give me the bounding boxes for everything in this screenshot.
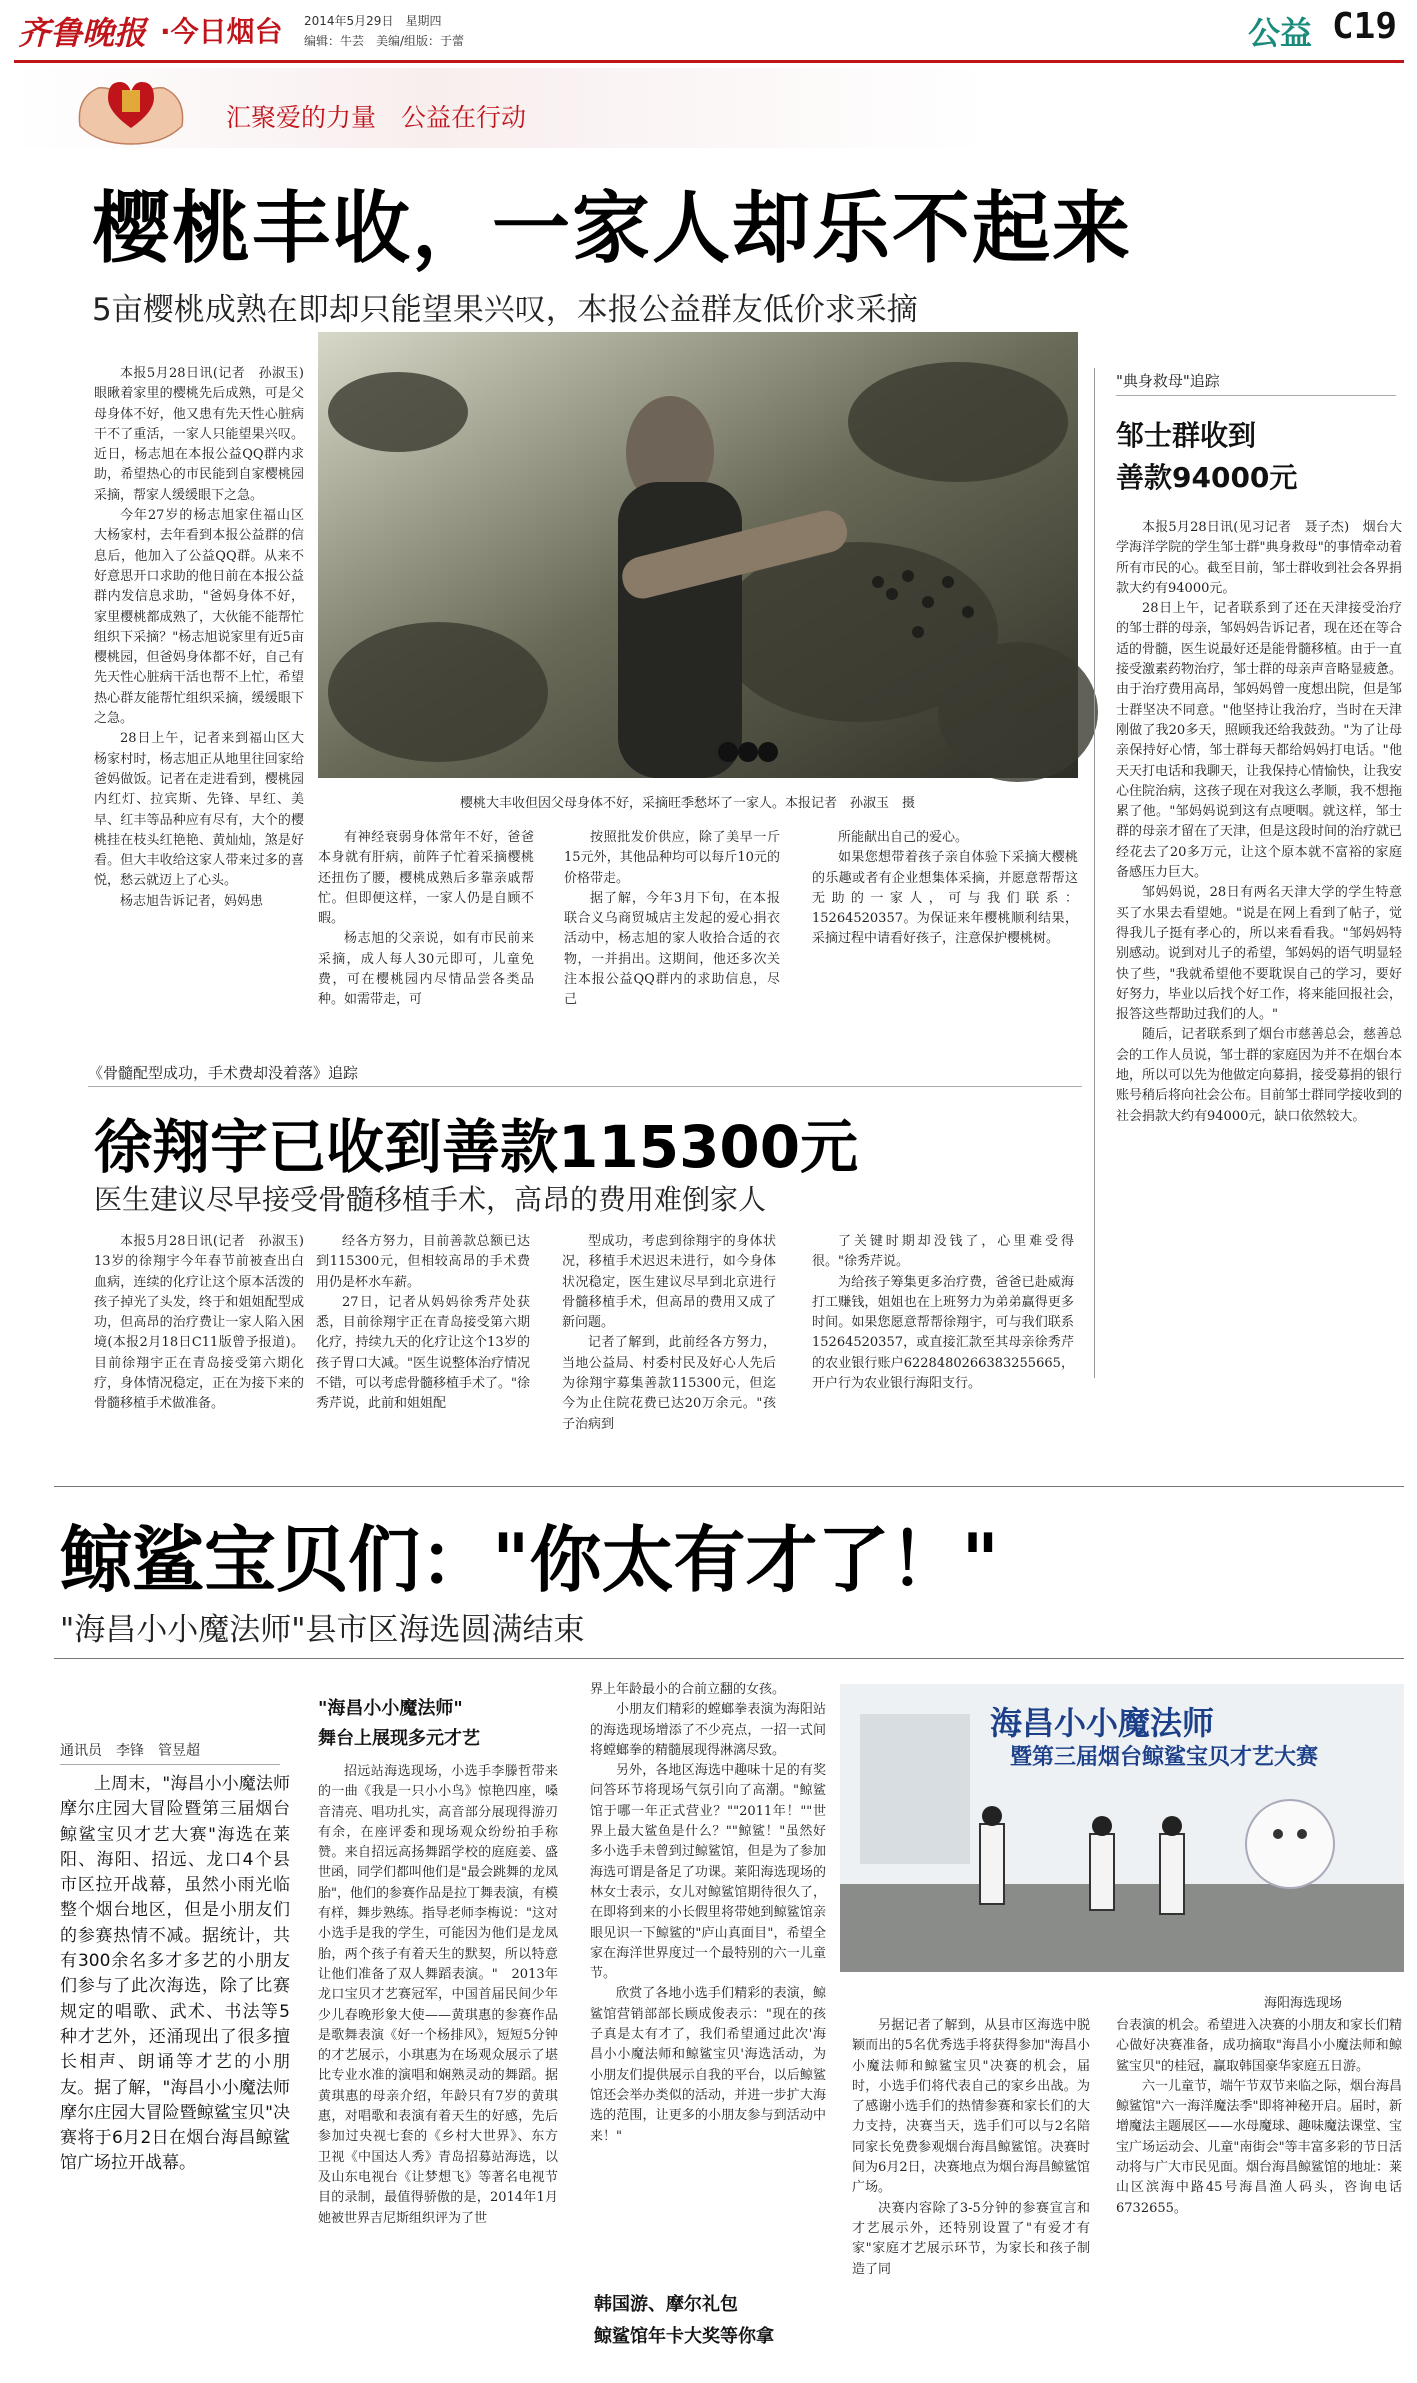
photo-banner-subtext: 暨第三届烟台鲸鲨宝贝才艺大赛: [1010, 1745, 1319, 1770]
story2-kicker: 《骨髓配型成功，手术费却没着落》追踪: [88, 1062, 1082, 1087]
story1-col2-para: 杨志旭的父亲说，如有市民前来采摘，成人每人30元即可，儿童免费，可在樱桃园内尽情品尝各类品种。如需带走，可: [318, 931, 534, 1008]
story2-subhead: 医生建议尽早接受骨髓移植手术，高昂的费用难倒家人: [94, 1183, 767, 1216]
column-name: 公益: [1248, 14, 1313, 52]
story1-headline: 樱桃丰收，一家人却乐不起来: [92, 184, 1133, 274]
story1-col1-para: 28日上午，记者来到福山区大杨家村时，杨志旭正从地里往回家给爸妈做饭。记者在走进看到，樱桃园内红灯、拉宾斯、先锋、早红、美早、红丰等品种应有尽有，大个的樱桃挂在枝头红艳艳、黄灿灿，煞是好看。但大丰收给这家人带来过多的喜悦，愁云就迈上了心头。: [94, 731, 304, 889]
story3-column-3: [852, 2016, 1090, 2360]
photo-banner-text: 海昌小小魔法师: [990, 1704, 1215, 1742]
story1-col1-para: 本报5月28日讯(记者 孙淑玉) 眼瞅着家里的樱桃先后成熟，可是父母身体不好，他又患有先天性心脏病干不了重活，一家人只能望果兴叹。近日，杨志旭在本报公益QQ群内求助，希望热心的市民能到自家樱桃园采摘，帮家人缓缓眼下之急。: [94, 366, 318, 503]
story2-col3-para: 型成功，考虑到徐翔宇的身体状况，移植手术迟迟未进行，如今身体状况稳定，医生建议尽早到北京进行骨髓移植手术，但高昂的费用又成了新问题。: [562, 1234, 776, 1331]
masthead-section-name: ·今日烟台: [160, 15, 283, 48]
cherry-orchard-photo: [318, 332, 1078, 778]
story2-column-4: [812, 1232, 1074, 1478]
masthead-logo: 齐鲁晚报: [18, 14, 147, 52]
story3-column-2: [590, 1680, 826, 2272]
story3-column-4: [1116, 2016, 1402, 2360]
story1-col3-para: 按照批发价供应，除了美早一斤15元外，其他品种均可以每斤10元的价格带走。: [564, 830, 780, 886]
story1-col3-para: 据了解，今年3月下旬，在本报联合义乌商贸城店主发起的爱心捐衣活动中，杨志旭的家人收拾合适的衣物，一并捐出。这期间，他还多次关注本报公益QQ群内的求助信息，尽己: [564, 890, 780, 1008]
sidebar-para: 28日上午，记者联系到了还在天津接受治疗的邹士群的母亲，邹妈妈告诉记者，现在还在等合适的骨髓，医生说最好还是能骨髓移植。由于一直接受激素药物治疗，邹士群的母亲声音略显疲惫。由于治疗费用高昂，邹妈妈曾一度想出院，但是邹士群坚决不同意。"他坚持让我治疗，当时在天津刚做了我20多天，照顾我还给我鼓劲。"为了让母亲保持好心情，邹士群每天都给妈妈打电话。"他天天打电话和我聊天，让我保持心情愉快，让我安心住院治病，这孩子现在对我这么孝顺，我不想拖累了他。"邹妈妈说到这有点哽咽。就这样，邹士群的母亲才留在了天津，但是这段时间的治疗就已经花去了20多万元，让这个原本就不富裕的家庭备感压力巨大。: [1116, 601, 1403, 881]
story1-photo-caption: 樱桃大丰收但因父母身体不好，采摘旺季愁坏了一家人。本报记者 孙淑玉 摄: [460, 796, 916, 811]
story1-col1-para: 今年27岁的杨志旭家住福山区大杨家村，去年看到本报公益群的信息后，他加入了公益QQ群。从来不好意思开口求助的他日前在本报公益群内发信息求助，"爸妈身体不好，家里樱桃都成熟了，大伙能不能帮忙组织下采摘？"杨志旭说家里有近5亩樱桃园，但爸妈身体都不好，自己有先天性心脏病干活也帮不上忙，希望热心群友能帮忙组织采摘，缓缓眼下之急。: [94, 508, 304, 727]
story2-col1-para: 本报5月28日讯(记者 孙淑玉) 13岁的徐翔宇今年春节前被查出白血病，连续的化疗让这个原本活泼的孩子掉光了头发，终于和姐姐配型成功，但高昂的治疗费让一家人陷入困境(本报2月18日C11版曾予报道)。目前徐翔宇正在青岛接受第六期化疗，身体情况稳定，正在为接下来的骨髓移植手术做准备。: [94, 1234, 318, 1412]
story2-col2-para: 经各方努力，目前善款总额已达到115300元，但相较高昂的手术费用仍是杯水车薪。: [316, 1234, 530, 1290]
story3-box1-text: [318, 1762, 558, 2362]
story3-col3-para: 另据记者了解到，从县市区海选中脱颖而出的5名优秀选手将获得参加"海昌小小魔法师和鲸鲨宝贝"决赛的机会，届时，小选手们将代表自己的家乡出战。为了感谢小选手们的热情参赛和家长们的大力支持，决赛当天，选手们可以与2名陪同家长免费参观烟台海昌鲸鲨馆。决赛时间为6月2日，决赛地点为烟台海昌鲸鲨馆广场。: [852, 2018, 1090, 2196]
story3-box1-title: "海昌小小魔法师": [318, 1698, 463, 1719]
story2-column-3: [562, 1232, 776, 1478]
story3-intro: 上周末，"海昌小小魔法师摩尔庄园大冒险暨第三届烟台鲸鲨宝贝才艺大赛"海选在莱阳、海阳、招远、龙口4个县市区拉开战幕，虽然小雨光临整个烟台地区，但是小朋友们的参赛热情不减。据统计，共有300余名多才多艺的小朋友们参与了此次海选，除了比赛规定的唱歌、武术、书法等5种才艺外，还涌现出了很多擅长相声、朗诵等才艺的小朋友。据了解，"海昌小小魔法师摩尔庄园大冒险暨鲸鲨宝贝"决赛将于6月2日在烟台海昌鲸鲨馆广场拉开战幕。: [60, 1774, 290, 2174]
story3-box2-title-2: 鲸鲨馆年卡大奖等你拿: [594, 2326, 774, 2347]
story3-col3-para: 决赛内容除了3-5分钟的参赛宣言和才艺展示外，还特别设置了"有爱才有家"家庭才艺展示环节，为家长和孩子制造了同: [852, 2200, 1090, 2277]
banner-slogan: 汇聚爱的力量 公益在行动: [226, 103, 527, 132]
sidebar-headline-2: 善款94000元: [1116, 461, 1298, 494]
sidebar-para: 邹妈妈说，28日有两名天津大学的学生特意买了水果去看望她。"说是在网上看到了帖子，觉得我儿子挺有孝心的，所以来看看我。"邹妈妈特别感动。说到对儿子的希望，邹妈妈的语气明显轻快了些，"我就希望他不要耽误自己的学习，要好好努力，毕业以后找个好工作，将来能回报社会，报答这些帮助过我们的人。": [1116, 885, 1403, 1023]
story2-column-2: [316, 1232, 530, 1478]
heart-hands-icon: [68, 68, 194, 146]
story2-col4-para: 了关键时期却没钱了，心里难受得很。"徐秀芹说。: [812, 1234, 1074, 1270]
story2-col3-para: 记者了解到，此前经各方努力，当地公益局、村委村民及好心人先后为徐翔宇募集善款115300元，但迄今为止住院花费已达20万余元。"孩子治病到: [562, 1335, 776, 1432]
sidebar-divider: [1094, 368, 1095, 1378]
story1-col1-para: 杨志旭告诉记者，妈妈患: [120, 893, 264, 909]
story3-box1-para: 招远站海选现场，小选手李滕哲带来的一曲《我是一只小小鸟》惊艳四座，嗓音清亮、唱功扎实，高音部分展现得游刃有余，在座评委和现场观众纷纷拍手称赞。来自招远高扬舞蹈学校的庭庭姜、盛世函，同学们都叫他们是"最会跳舞的龙凤胎"，他们的参赛作品是拉丁舞表演，有模有样，舞步熟练。指导老师李梅说："这对小选手是我的学生，可能因为他们是龙凤胎，两个孩子有着天生的默契，所以特意让他们准备了双人舞蹈表演。" 2013年龙口宝贝才艺赛冠军，中国首届民间少年少儿春晚形象大使——黄琪惠的参赛作品是歌舞表演《好一个杨排风》，短短5分钟的才艺展示，小琪惠为在场观众展示了堪比专业水准的演唱和娴熟灵动的舞蹈。据黄琪惠的母亲介绍，年龄只有7岁的黄琪惠，对唱歌和表演有着天生的好感，先后参加过央视七套的《乡村大世界》、东方卫视《中国达人秀》青岛招募站海选，以及山东电视台《让梦想飞》等著名电视节目的录制，最值得骄傲的是，2014年1月她被世界吉尼斯组织评为了世: [318, 1764, 558, 2226]
sidebar-text: [1116, 518, 1402, 1378]
story1-subhead: 5亩樱桃成熟在即却只能望果兴叹，本报公益群友低价求采摘: [92, 292, 918, 328]
story2-headline: 徐翔宇已收到善款115300元: [94, 1113, 859, 1181]
masthead: [0, 0, 1417, 62]
story2-col4-para: 为给孩子筹集更多治疗费，爸爸已赴威海打工赚钱，姐姐也在上班努力为弟弟赢得更多时间。如果您愿意帮帮徐翔宇，可与我们联系15264520357，或直接汇款至其母亲徐秀芹的农业银行账户6228480266383255665，开户行为农业银行海阳支行。: [812, 1274, 1074, 1392]
sidebar-para: 本报5月28日讯(见习记者 聂子杰) 烟台大学海洋学院的学生邹士群"典身救母"的事情牵动着所有市民的心。截至目前，邹士群收到社会各界捐款大约有94000元。: [1116, 520, 1403, 596]
story2-column-1: [94, 1232, 318, 1478]
story3-headline: 鲸鲨宝贝们："你太有才了！": [60, 1518, 1000, 1602]
charity-banner: [14, 68, 1404, 148]
story1-column-4: [812, 828, 1078, 1054]
story3-col4-para: 台表演的机会。希望进入决赛的小朋友和家长们精心做好决赛准备，成功摘取"海昌小小魔法师和鲸鲨宝贝"的桂冠，赢取韩国豪华家庭五日游。: [1116, 2018, 1403, 2074]
story3-rule: [54, 1658, 1404, 1659]
story3-byline: 通讯员 李锋 管昱超: [60, 1740, 280, 1765]
masthead-rule: [14, 60, 1404, 63]
issue-date: 2014年5月29日 星期四: [304, 14, 442, 28]
story1-col4-para: 所能献出自己的爱心。: [838, 830, 969, 845]
story3-col2-para: 另外，各地区海选中趣味十足的有奖问答环节将现场气氛引向了高潮。"鲸鲨馆于哪一年正式营业？""2011年！""世界上最大鲨鱼是什么？""鲸鲨！"虽然好多小选手未曾到过鲸鲨馆，但是为了参加海选可谓是备足了功课。莱阳海选现场的林女士表示，女儿对鲸鲨馆期待很久了，在即将到来的小长假里将带她到鲸鲨馆亲眼见识一下鲸鲨的"庐山真面目"，希望全家在海洋世界度过一个最特别的六一儿童节。: [590, 1763, 826, 1982]
story1-column-2: [318, 828, 534, 1054]
story1-column-1: [94, 364, 318, 1050]
story3-col2-para: 界上年龄最小的合前立翻的女孩。: [590, 1682, 786, 1697]
story3-col2-para: 欣赏了各地小选手们精彩的表演，鲸鲨馆营销部部长顾成俊表示："现在的孩子真是太有才了，我们希望通过此次'海昌小小魔法师和鲸鲨宝贝'海选活动，为小朋友们提供展示自我的平台，以后鲸鲨馆还会举办类似的活动，并进一步扩大海选的范围，让更多的小朋友参与到活动中来！": [590, 1986, 826, 2144]
story3-box2-title-1: 韩国游、摩尔礼包: [594, 2294, 738, 2315]
story1-column-3: [564, 828, 780, 1054]
sidebar-para: 随后，记者联系到了烟台市慈善总会，慈善总会的工作人员说，邹士群的家庭因为并不在烟台本地，所以可以先为他做定向募捐，接受募捐的银行账号稍后将向社会公布。目前邹士群同学接收到的社会捐款大约有94000元，缺口依然较大。: [1116, 1027, 1403, 1124]
story1-col2-para: 有神经衰弱身体常年不好，爸爸本身就有肝病，前阵子忙着采摘樱桃还扭伤了腰，樱桃成熟后多靠亲戚帮忙。但即便这样，一家人仍是自顾不暇。: [318, 830, 534, 927]
story2-col2-para: 27日，记者从妈妈徐秀芹处获悉，目前徐翔宇正在青岛接受第六期化疗，持续九天的化疗让这个13岁的孩子胃口大减。"医生说整体治疗情况不错，可以考虑骨髓移植手术了。"徐秀芹说，此前和姐姐配: [316, 1294, 530, 1412]
story3-box1-subtitle: 舞台上展现多元才艺: [318, 1728, 480, 1749]
sidebar-headline-1: 邹士群收到: [1116, 419, 1257, 452]
story3-col2-para: 小朋友们精彩的螳螂拳表演为海阳站的海选现场增添了不少亮点，一招一式间将螳螂拳的精髓展现得淋漓尽致。: [590, 1702, 826, 1758]
editor-credits: 编辑：牛芸 美编/组版：于蕾: [304, 34, 465, 48]
story3-subhead: "海昌小小魔法师"县市区海选圆满结束: [60, 1612, 585, 1648]
section-rule: [54, 1486, 1404, 1487]
page-number: C19: [1332, 6, 1398, 47]
story3-col4-para: 六一儿童节，端午节双节来临之际，烟台海昌鲸鲨馆"六一海洋魔法季"即将神秘开启。届时，新增魔法主题展区——水母魔球、趣味魔法课堂、宝宝广场运动会、儿童"南街会"等丰富多彩的节日活动将与广大市民见面。烟台海昌鲸鲨馆的地址：莱山区滨海中路45号海昌渔人码头，咨询电话6732655。: [1116, 2078, 1403, 2216]
haiyang-audition-photo: [840, 1684, 1404, 1972]
sidebar-kicker: "典身救母"追踪: [1116, 370, 1396, 396]
story3-photo-caption: 海阳海选现场: [1264, 1996, 1343, 2011]
story1-col4-para: 如果您想带着孩子亲自体验下采摘大樱桃的乐趣或者有企业想集体采摘，并愿意帮帮这无助的一家人，可与我们联系：15264520357。为保证来年樱桃顺利结果，采摘过程中请看好孩子，注意保护樱桃树。: [812, 850, 1078, 947]
